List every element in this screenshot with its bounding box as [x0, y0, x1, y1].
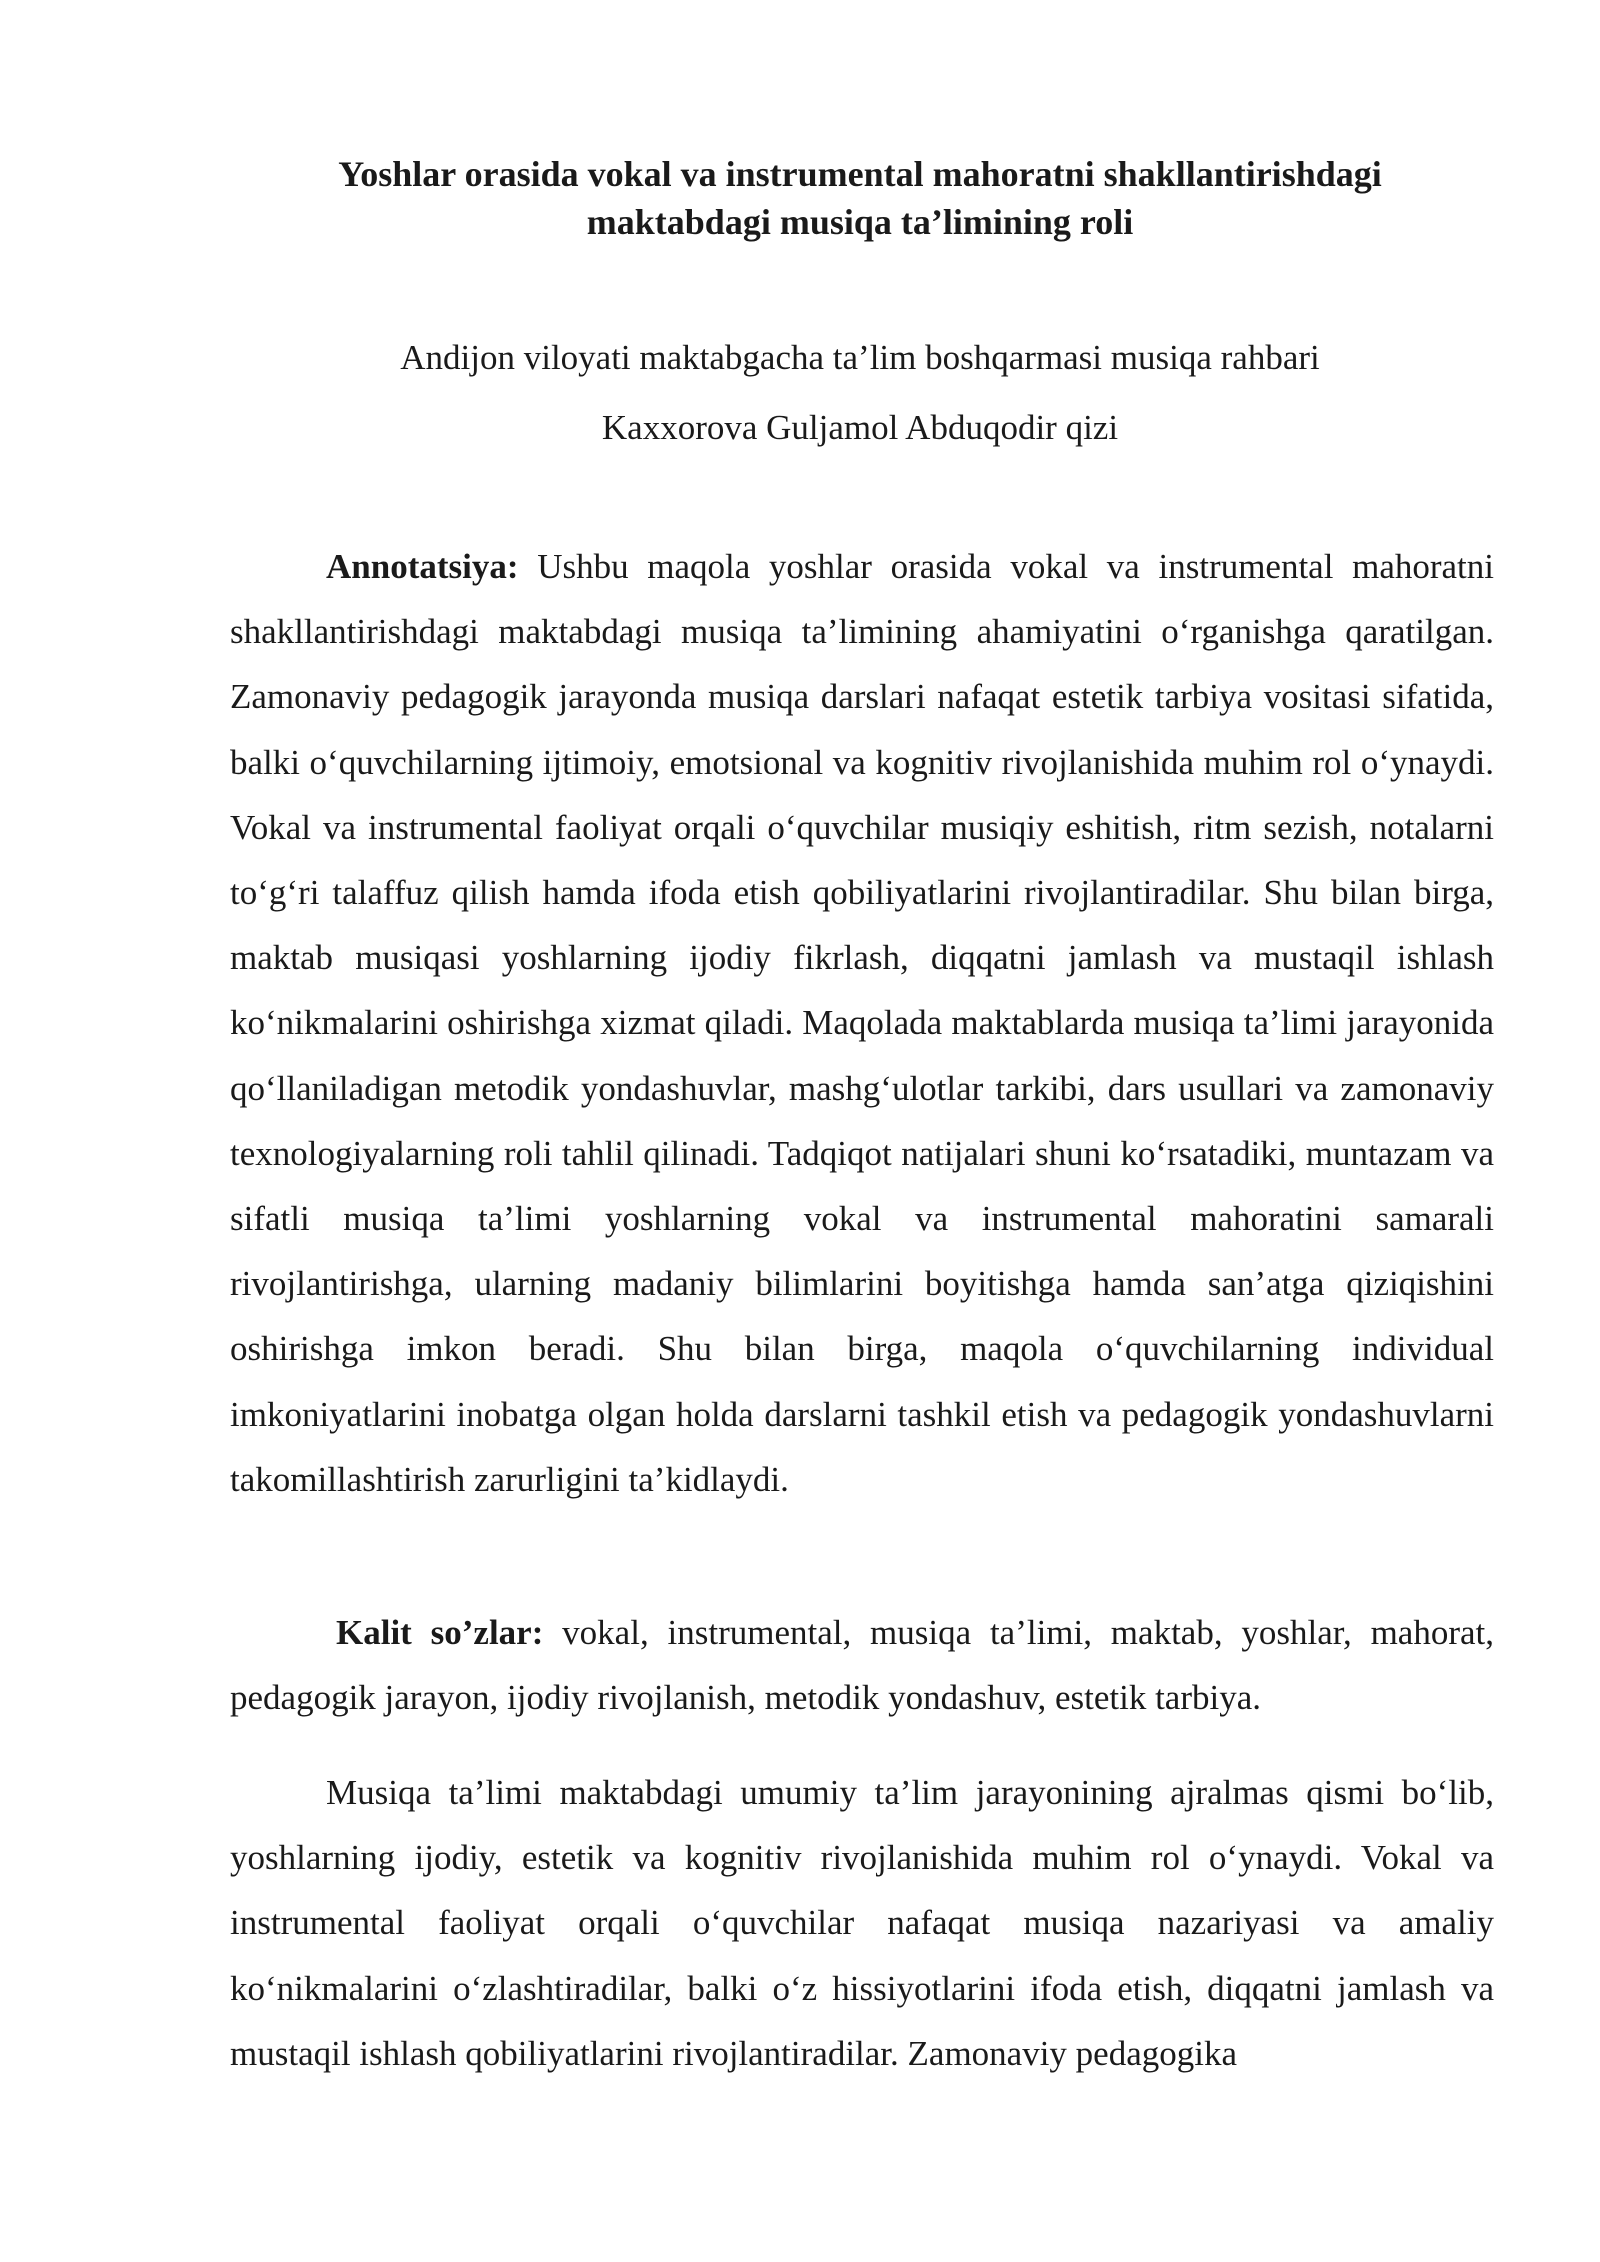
abstract-label: Annotatsiya:	[326, 547, 519, 586]
article-title-line-1: Yoshlar orasida vokal va instrumental mahoratni shakllantirishdagi	[338, 154, 1382, 194]
author-name: Kaxxorova Guljamol Abduqodir qizi	[601, 408, 1119, 447]
intro-paragraph: Musiqa ta’limi maktabdagi umumiy ta’lim jarayonining ajralmas qismi bo‘lib, yoshlarning ijodiy, estetik va kognitiv rivojlanishida muhim rol o‘ynaydi. Vokal va instrumental faoliyat orqali o‘quvchilar nafaqat musiqa nazariyasi va amaliy ko‘nikmalarini o‘zlashtiradilar, balki o‘z hissiyotlarini ifoda etish, diqqatni jamlash va mustaqil ishlash qobiliyatlarini rivojlantiradilar. Zamonaviy pedagogika	[230, 1773, 1494, 2073]
author-affiliation: Andijon viloyati maktabgacha ta’lim boshqarmasi musiqa rahbari	[400, 338, 1320, 377]
article-title-line-2: maktabdagi musiqa ta’limining roli	[586, 202, 1134, 242]
keywords-paragraph	[230, 1600, 1494, 1730]
keywords-label: Kalit so’zlar:	[336, 1613, 544, 1652]
article-title	[230, 150, 1490, 246]
abstract-text: Ushbu maqola yoshlar orasida vokal va instrumental mahoratni shakllantirishdagi maktabdagi musiqa ta’limining ahamiyatini o‘rganishga qaratilgan. Zamonaviy pedagogik jarayonda musiqa darslari nafaqat estetik tarbiya vositasi sifatida, balki o‘quvchilarning ijtimoiy, emotsional va kognitiv rivojlanishida muhim rol o‘ynaydi. Vokal va instrumental faoliyat orqali o‘quvchilar musiqiy eshitish, ritm sezish, notalarni to‘g‘ri talaffuz qilish hamda ifoda etish qobiliyatlarini rivojlantiradilar. Shu bilan birga, maktab musiqasi yoshlarning ijodiy fikrlash, diqqatni jamlash va mustaqil ishlash ko‘nikmalarini oshirishga xizmat qiladi. Maqolada maktablarda musiqa ta’limi jarayonida qo‘llaniladigan metodik yondashuvlar, mashg‘ulotlar tarkibi, dars usullari va zamonaviy texnologiyalarning roli tahlil qilinadi. Tadqiqot natijalari shuni ko‘rsatadiki, muntazam va sifatli musiqa ta’limi yoshlarning vokal va instrumental mahoratini samarali rivojlantirishga, ularning madaniy bilimlarini boyitishga hamda san’atga qiziqishini oshirishga imkon beradi. Shu bilan birga, maqola o‘quvchilarning individual imkoniyatlarini inobatga olgan holda darslarni tashkil etish va pedagogik yondashuvlarni takomillashtirish zarurligini ta’kidlaydi.	[230, 547, 1494, 1499]
keywords-text: vokal, instrumental, musiqa ta’limi, maktab, yoshlar, mahorat, pedagogik jarayon, ijodiy rivojlanish, metodik yondashuv, estetik tarbiya.	[230, 1613, 1494, 1718]
abstract-paragraph	[230, 534, 1494, 1512]
